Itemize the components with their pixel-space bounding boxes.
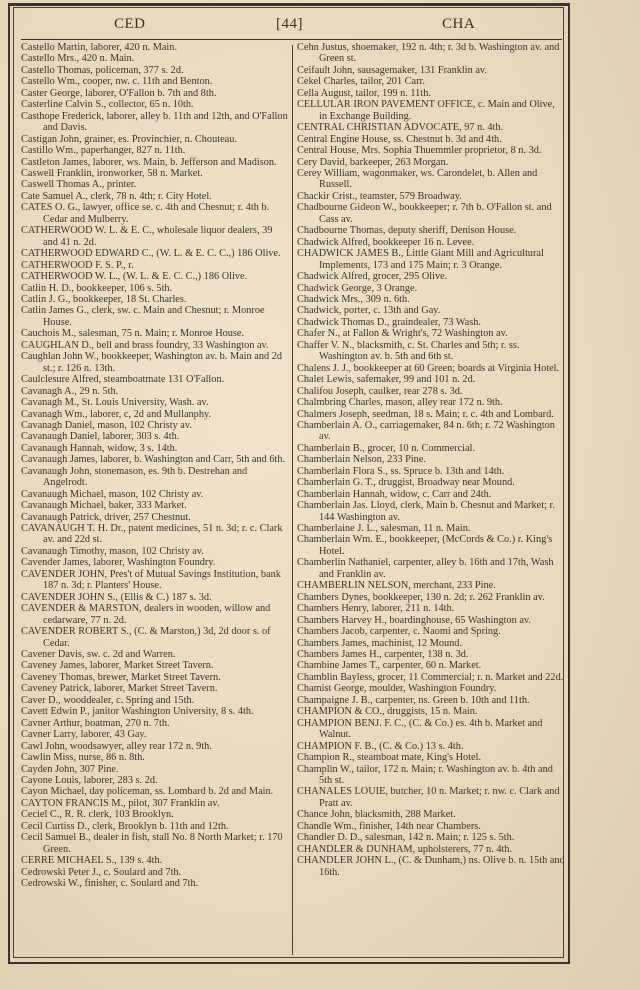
directory-entry: Chalmers Joseph, seedman, 18 s. Main; r. c. 4th and Lombard.: [297, 408, 554, 420]
page-number: [44]: [276, 16, 303, 32]
directory-entry: Chamberlin Nathaniel, carpenter, alley b. 16th and 17th, Wash and Franklin av.: [297, 557, 554, 580]
directory-entry: Cedrowski Peter J., c. Soulard and 7th.: [21, 866, 182, 878]
directory-entry: Castello Wm., cooper, nw. c. 11th and Benton.: [21, 76, 213, 88]
directory-entry: CAUGHLAN D., bell and brass foundry, 33 Washington av.: [21, 339, 269, 351]
directory-entry: Cavanagh Daniel, mason, 102 Christy av.: [21, 419, 192, 431]
directory-entry: CHANALES LOUIE, butcher, 10 n. Market; r. nw. c. Clark and Pratt av.: [297, 786, 560, 809]
directory-entry: Cedrowski W., finisher, c. Soulard and 7th.: [21, 878, 199, 890]
directory-entry: Cawlin Miss, nurse, 86 n. 8th.: [21, 752, 145, 764]
directory-entry: Champaigne J. B., carpenter, ns. Green b. 10th and 11th.: [297, 694, 530, 706]
left-column: [21, 42, 289, 890]
directory-entry: Cehn Justus, shoemaker, 192 n. 4th; r. 3d b. Washington av. and Green st.: [297, 42, 560, 65]
directory-entry: CHAMPION BENJ. F. C., (C. & Co.) es. 4th b. Market and Walnut.: [297, 717, 543, 741]
directory-entry: Cecil Curtiss D., clerk, Brooklyn b. 11th and 12th.: [21, 820, 229, 832]
directory-entry: CAVENDER JOHN, Pres't of Mutual Savings Institution, bank 187 n. 3d; r. Planters' House.: [21, 568, 281, 592]
directory-entry: Cavett Edwin P., janitor Washington University, 8 s. 4th.: [21, 706, 254, 718]
directory-entry: Chackir Crist., teamster, 579 Broadway.: [297, 190, 462, 202]
directory-entry: CERRE MICHAEL S., 139 s. 4th.: [21, 855, 163, 867]
directory-entry: Catlin James G., clerk, sw. c. Main and Chesnut; r. Monroe House.: [21, 305, 265, 328]
directory-entry: Cawl John, woodsawyer, alley rear 172 n. 9th.: [21, 740, 212, 752]
directory-entry: Chandle Wm., finisher, 14th near Chambers.: [297, 820, 481, 832]
directory-entry: CHAMPION & CO., druggists, 15 n. Main.: [297, 706, 478, 718]
directory-entry: Chamist George, moulder, Washington Foundry.: [297, 683, 497, 695]
page-header: [14, 8, 476, 38]
directory-entry: Caughlan John W., bookkeeper, Washington av. b. Main and 2d st.; r. 126 n. 13th.: [21, 351, 283, 374]
directory-entry: Cayon Michael, day policeman, ss. Lombard b. 2d and Main.: [21, 786, 274, 798]
directory-entry: Cavanaugh James, laborer, b. Washington and Carr, 5th and 6th.: [21, 454, 286, 466]
directory-entry: Chambers James H., carpenter, 138 n. 3d.: [297, 649, 469, 661]
directory-entry: Caster George, laborer, O'Fallon b. 7th and 8th.: [21, 87, 217, 99]
directory-entry: Castleton James, laborer, ws. Main, b. Jefferson and Madison.: [21, 156, 277, 168]
directory-entry: Castillo Wm., paperhanger, 827 n. 11th.: [21, 145, 186, 157]
directory-entry: Cavener Davis, sw. c. 2d and Warren.: [21, 649, 176, 661]
directory-entry: Cavanaugh Timothy, mason, 102 Christy av.: [21, 545, 204, 557]
directory-entry: CHANDLER JOHN L., (C. & Dunham,) ns. Olive b. n. 15th and 16th.: [297, 855, 565, 878]
directory-entry: Castello Martin, laborer, 420 n. Main.: [21, 42, 178, 53]
directory-entry: Chadbourne Gideon W., bookkeeper; r. 7th b. O'Fallon st. and Cass av.: [297, 202, 552, 225]
directory-entry: CAVENDER ROBERT S., (C. & Marston,) 3d, 2d door s. of Cedar.: [21, 626, 271, 649]
directory-entry: Chamberlain Hannah, widow, c. Carr and 24th.: [297, 488, 492, 500]
directory-entry: Central Engine House, ss. Chestnut b. 3d and 4th.: [297, 133, 502, 145]
directory-entry: Caveney Patrick, laborer, Market Street Tavern.: [21, 683, 218, 695]
directory-entry: CHAMPION F. B., (C. & Co.) 13 s. 4th.: [297, 740, 464, 752]
directory-entry: Caswell Thomas A., printer.: [21, 179, 137, 191]
directory-entry: Castigan John, grainer, es. Provinchier, n. Chouteau.: [21, 133, 237, 145]
directory-entry: Central House, Mrs. Sophia Thuemmler proprietor, 8 n. 3d.: [297, 145, 542, 157]
directory-entry: Chadwick Thomas D., graindealer, 73 Wash.: [297, 316, 481, 328]
directory-entry: Chamberlain A. O., carriagemaker, 84 n. 6th; r. 72 Washington av.: [297, 419, 555, 443]
directory-entry: Cery David, barkeeper, 263 Morgan.: [297, 156, 449, 168]
directory-entry: Chalet Lewis, safemaker, 99 and 101 n. 2d.: [297, 374, 476, 386]
directory-entry: Cavner Arthur, boatman, 270 n. 7th.: [21, 717, 170, 729]
directory-entry: Cavner Larry, laborer, 43 Gay.: [21, 729, 147, 741]
directory-entry: Catlin H. D., bookkeeper, 106 s. 5th.: [21, 282, 173, 294]
directory-entry: CENTRAL CHRISTIAN ADVOCATE, 97 n. 4th.: [297, 122, 504, 134]
directory-entry: Chandler D. D., salesman, 142 n. Main; r. 125 s. 5th.: [297, 832, 515, 844]
directory-entry: Ceciel C., R. R. clerk, 103 Brooklyn.: [21, 809, 174, 821]
directory-entry: Cayone Louis, laborer, 283 s. 2d.: [21, 775, 158, 786]
directory-entry: Champlin W., tailor, 172 n. Main; r. Washington av. b. 4th and 5th st.: [297, 763, 553, 786]
column-divider: [292, 45, 293, 955]
directory-entry: Chambine James T., carpenter, 60 n. Market.: [297, 660, 482, 672]
directory-entry: CAVENDER & MARSTON, dealers in wooden, willow and cedarware, 77 n. 2d.: [21, 603, 271, 626]
directory-entry: Chadwick Alfred, bookkeeper 16 n. Levee.: [297, 236, 475, 248]
directory-entry: Chance John, blacksmith, 288 Market.: [297, 809, 456, 821]
directory-entry: Cecil Samuel B., dealer in fish, stall No. 8 North Market; r. 170 Green.: [21, 832, 283, 855]
directory-entry: Casthope Frederick, laborer, alley b. 11th and 12th, and O'Fallon and Davis.: [21, 110, 288, 134]
directory-entry: Chamberlain Jas. Lloyd, clerk, Main b. Chesnut and Market; r. 144 Washington av.: [297, 500, 555, 523]
border-left-inner: [13, 7, 14, 958]
directory-entry: Chamberlain Wm. E., bookkeeper, (McCords & Co.) r. King's Hotel.: [297, 534, 553, 557]
directory-entry: Ceifault John, sausagemaker, 131 Franklin av.: [297, 64, 487, 76]
directory-entry: Cella August, tailor, 199 n. 11th.: [297, 87, 431, 99]
directory-entry: CATHERWOOD W. L., (W. L. & E. C. C.,) 186 Olive.: [21, 271, 248, 283]
directory-entry: Caveney James, laborer, Market Street Tavern.: [21, 660, 214, 672]
directory-entry: Chadbourne Thomas, deputy sheriff, Denison House.: [297, 225, 517, 237]
directory-entry: Catlin J. G., bookkeeper, 18 St. Charles.: [21, 293, 187, 305]
directory-entry: Chambers James, machinist, 12 Mound.: [297, 637, 463, 649]
directory-entry: CATHERWOOD EDWARD C., (W. L. & E. C. C.,) 186 Olive.: [21, 248, 281, 260]
border-top: [8, 3, 570, 6]
directory-entry: Cekel Charles, tailor, 201 Carr.: [297, 76, 425, 88]
directory-entry: Chamberlain G. T., druggist, Broadway near Mound.: [297, 477, 515, 489]
directory-entry: Cavanaugh John, stonemason, es. 9th b. Destrehan and Angelrodt.: [21, 465, 248, 489]
directory-entry: CELLULAR IRON PAVEMENT OFFICE, c. Main and Olive, in Exchange Building.: [297, 99, 555, 122]
border-left: [8, 3, 10, 964]
directory-entry: Castello Mrs., 420 n. Main.: [21, 53, 135, 65]
directory-entry: Caswell Franklin, ironworker, 58 n. Market.: [21, 167, 203, 179]
directory-entry: CAYTON FRANCIS M., pilot, 307 Franklin av.: [21, 797, 220, 809]
directory-entry: Caveney Thomas, brewer, Market Street Tavern.: [21, 671, 221, 683]
directory-entry: Chamberlain Flora S., ss. Spruce b. 13th and 14th.: [297, 465, 505, 477]
directory-entry: Cavanaugh Patrick, driver, 257 Chestnut.: [21, 511, 191, 523]
directory-entry: Chambers Dynes, bookkeeper, 130 n. 2d; r. 262 Franklin av.: [297, 591, 545, 603]
directory-entry: CATES O. G., lawyer, office se. c. 4th and Chesnut; r. 4th b. Cedar and Mulberry.: [21, 202, 270, 225]
directory-entry: Chalmbring Charles, mason, alley rear 172 n. 9th.: [297, 397, 503, 409]
directory-entry: Chambers Jacob, carpenter, c. Naomi and Spring.: [297, 626, 501, 638]
directory-entry: Cate Samuel A., clerk, 78 n. 4th; r. City Hotel.: [21, 190, 212, 202]
directory-entry: Cayden John, 307 Pine.: [21, 763, 119, 775]
directory-entry: CATHERWOOD W. L. & E. C., wholesale liquor dealers, 39 and 41 n. 2d.: [21, 225, 273, 248]
directory-entry: CATHERWOOD F. S. P., r.: [21, 259, 134, 271]
border-right: [568, 3, 570, 963]
directory-entry: Chalens J. J., bookkeeper at 60 Green; boards at Virginia Hotel.: [297, 362, 560, 374]
directory-entry: CHAMBERLIN NELSON, merchant, 233 Pine.: [297, 580, 496, 592]
directory-entry: Cerey William, wagonmaker, ws. Carondelet, b. Allen and Russell.: [297, 167, 538, 191]
directory-entry: Chalifou Joseph, caulker, rear 278 s. 3d.: [297, 385, 463, 397]
directory-entry: Cavanaugh Michael, baker, 333 Market.: [21, 500, 187, 512]
directory-entry: Caver D., wooddealer, c. Spring and 15th.: [21, 694, 195, 706]
directory-entry: Chadwick Mrs., 309 n. 6th.: [297, 293, 410, 305]
header-right-guide-word: CHA: [442, 16, 476, 32]
directory-entry: Champion R., steamboat mate, King's Hotel.: [297, 752, 482, 764]
directory-entry: Chadwick George, 3 Orange.: [297, 282, 418, 294]
directory-entry: Chamberlain Nelson, 233 Pine.: [297, 454, 426, 466]
directory-entry: Caulclesure Alfred, steamboatmate 131 O'Fallon.: [21, 374, 225, 386]
directory-entry: Chambers Henry, laborer, 211 n. 14th.: [297, 603, 455, 615]
directory-entry: Chadwick, porter, c. 13th and Gay.: [297, 305, 441, 317]
directory-entry: Cavanagh A., 29 n. 5th.: [21, 385, 119, 397]
directory-entry: Cavanaugh Michael, mason, 102 Christy av.: [21, 488, 204, 500]
directory-entry: Chamblin Bayless, grocer, 11 Commercial; r. n. Market and 22d.: [297, 671, 564, 683]
border-bottom: [8, 962, 570, 964]
directory-entry: CAVENDER JOHN S., (Ellis & C.) 187 s. 3d.: [21, 591, 212, 603]
directory-entry: Cavanaugh Hannah, widow, 3 s. 14th.: [21, 442, 178, 454]
directory-entry: CHADWICK JAMES B., Little Giant Mill and Agricultural Implements, 173 and 175 Main; r. 3 Orange.: [297, 248, 544, 271]
directory-entry: Cavender James, laborer, Washington Foundry.: [21, 557, 216, 569]
directory-entry: Chafer N., at Fallon & Wright's, 72 Washington av.: [297, 328, 508, 340]
border-bottom-inner: [13, 957, 564, 958]
directory-entry: Chaffer V. N., blacksmith, c. St. Charles and 5th; r. ss. Washington av. b. 5th and 6th st.: [297, 339, 520, 363]
header-rule: [21, 39, 562, 40]
directory-entry: Chamberlaine J. L., salesman, 11 n. Main.: [297, 523, 471, 535]
directory-entry: Cavanagh M., St. Louis University, Wash. av.: [21, 397, 209, 409]
directory-entry: Chamberlain B., grocer, 10 n. Commercial.: [297, 442, 476, 454]
directory-entry: Castello Thomas, policeman, 377 s. 2d.: [21, 64, 184, 76]
directory-entry: Cavanaugh Daniel, laborer, 303 s. 4th.: [21, 431, 180, 443]
directory-entry: Cauchois M., salesman, 75 n. Main; r. Monroe House.: [21, 328, 245, 340]
right-column: [297, 42, 565, 878]
directory-entry: CAVANAUGH T. H. Dr., patent medicines, 51 n. 3d; r. c. Clark av. and 22d st.: [21, 523, 283, 546]
directory-entry: Casterline Calvin S., collector, 65 n. 10th.: [21, 99, 194, 111]
directory-entry: Chadwick Alfred, grocer, 295 Olive.: [297, 271, 448, 283]
directory-entry: Chambers Harvey H., boardinghouse, 65 Washington av.: [297, 614, 531, 626]
directory-entry: CHANDLER & DUNHAM, upholsterers, 77 n. 4th.: [297, 843, 513, 855]
header-left-guide-word: CED: [114, 16, 146, 32]
directory-entry: Cavanagh Wm., laborer, c, 2d and Mullanphy.: [21, 408, 212, 420]
